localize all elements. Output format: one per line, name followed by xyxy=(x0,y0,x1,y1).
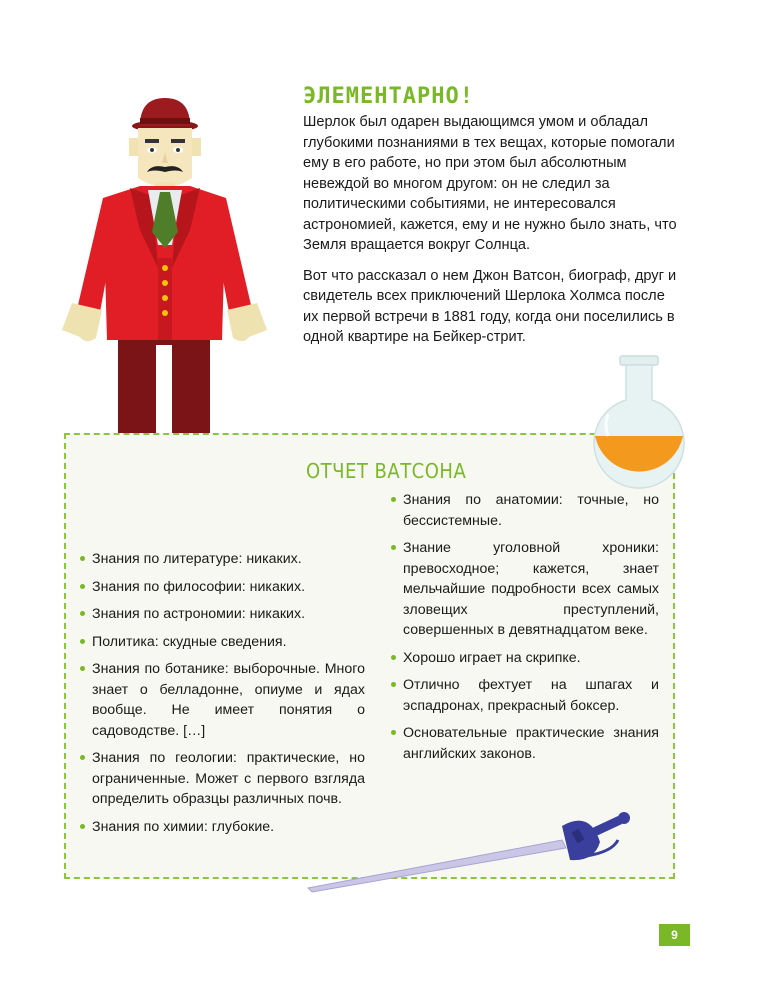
list-item: Политика: скудные сведения. xyxy=(80,632,365,653)
list-item: Знания по ботанике: выборочные. Много знает о белладонне, опиуме и ядах вообще. Не имеет понятия о садоводстве. […] xyxy=(80,659,365,741)
list-item: Знания по литературе: никаких. xyxy=(80,549,365,570)
flask-illustration xyxy=(590,352,690,502)
left-hand xyxy=(62,303,102,341)
heading-elementary: ЭЛЕМЕНТАРНО! xyxy=(303,84,474,109)
list-item: Знания по анатомии: точные, но бессистемные. xyxy=(391,490,659,531)
bullet xyxy=(80,666,85,671)
bowler-hat xyxy=(132,98,198,132)
report-title: ОТЧЕТ ВАТСОНА xyxy=(306,459,467,483)
bullet xyxy=(80,611,85,616)
report-list-right xyxy=(391,490,659,771)
bullet xyxy=(391,730,396,735)
intro-paragraph-2: Вот что рассказал о нем Джон Ватсон, биограф, друг и свидетель всех приключений Шерлока Холмса после их первой встречи в 1881 году, когда они поселились в одной квартире на Бейкер-стрит. xyxy=(303,267,677,345)
sword-blade xyxy=(308,840,566,892)
list-item: Отлично фехтует на шпагах и эспадронах, прекрасный боксер. xyxy=(391,675,659,716)
bullet xyxy=(391,655,396,660)
bullet xyxy=(391,497,396,502)
sword-grip xyxy=(588,816,622,838)
bullet xyxy=(391,682,396,687)
list-item: Знания по астрономии: никаких. xyxy=(80,604,365,625)
list-item: Знания по философии: никаких. xyxy=(80,577,365,598)
intro-text xyxy=(303,112,683,358)
face xyxy=(138,128,192,187)
list-item: Хорошо играет на скрипке. xyxy=(391,648,659,669)
right-hand xyxy=(227,303,267,341)
list-item: Основательные практические знания английских законов. xyxy=(391,723,659,764)
bullet xyxy=(80,639,85,644)
bullet xyxy=(80,556,85,561)
bullet xyxy=(80,755,85,760)
page-number: 9 xyxy=(659,924,690,946)
bullet xyxy=(391,545,396,550)
list-item: Знания по геологии: практические, но ограниченные. Может с первого взгляда определить образцы различных почв. xyxy=(80,748,365,810)
sword-illustration xyxy=(300,800,640,895)
intro-paragraph-1: Шерлок был одарен выдающимся умом и обладал глубокими познаниями в тех вещах, которые помогали ему в его работе, но при этом был абсолютным невеждой во многом другом: он не следил за политическими событиями, не интересовался астрономией, кажется, ему и не нужно было знать, что Земля вращается вокруг Солнца. xyxy=(303,114,677,253)
bullet xyxy=(80,824,85,829)
bullet xyxy=(80,584,85,589)
list-item: Знания по химии: глубокие. xyxy=(80,817,365,838)
sword-pommel xyxy=(618,812,630,824)
list-item: Знание уголовной хроники: превосходное; кажется, знает мельчайшие подробности всех самых зловещих преступлений, совершенных в девятнадцатом веке. xyxy=(391,538,659,641)
